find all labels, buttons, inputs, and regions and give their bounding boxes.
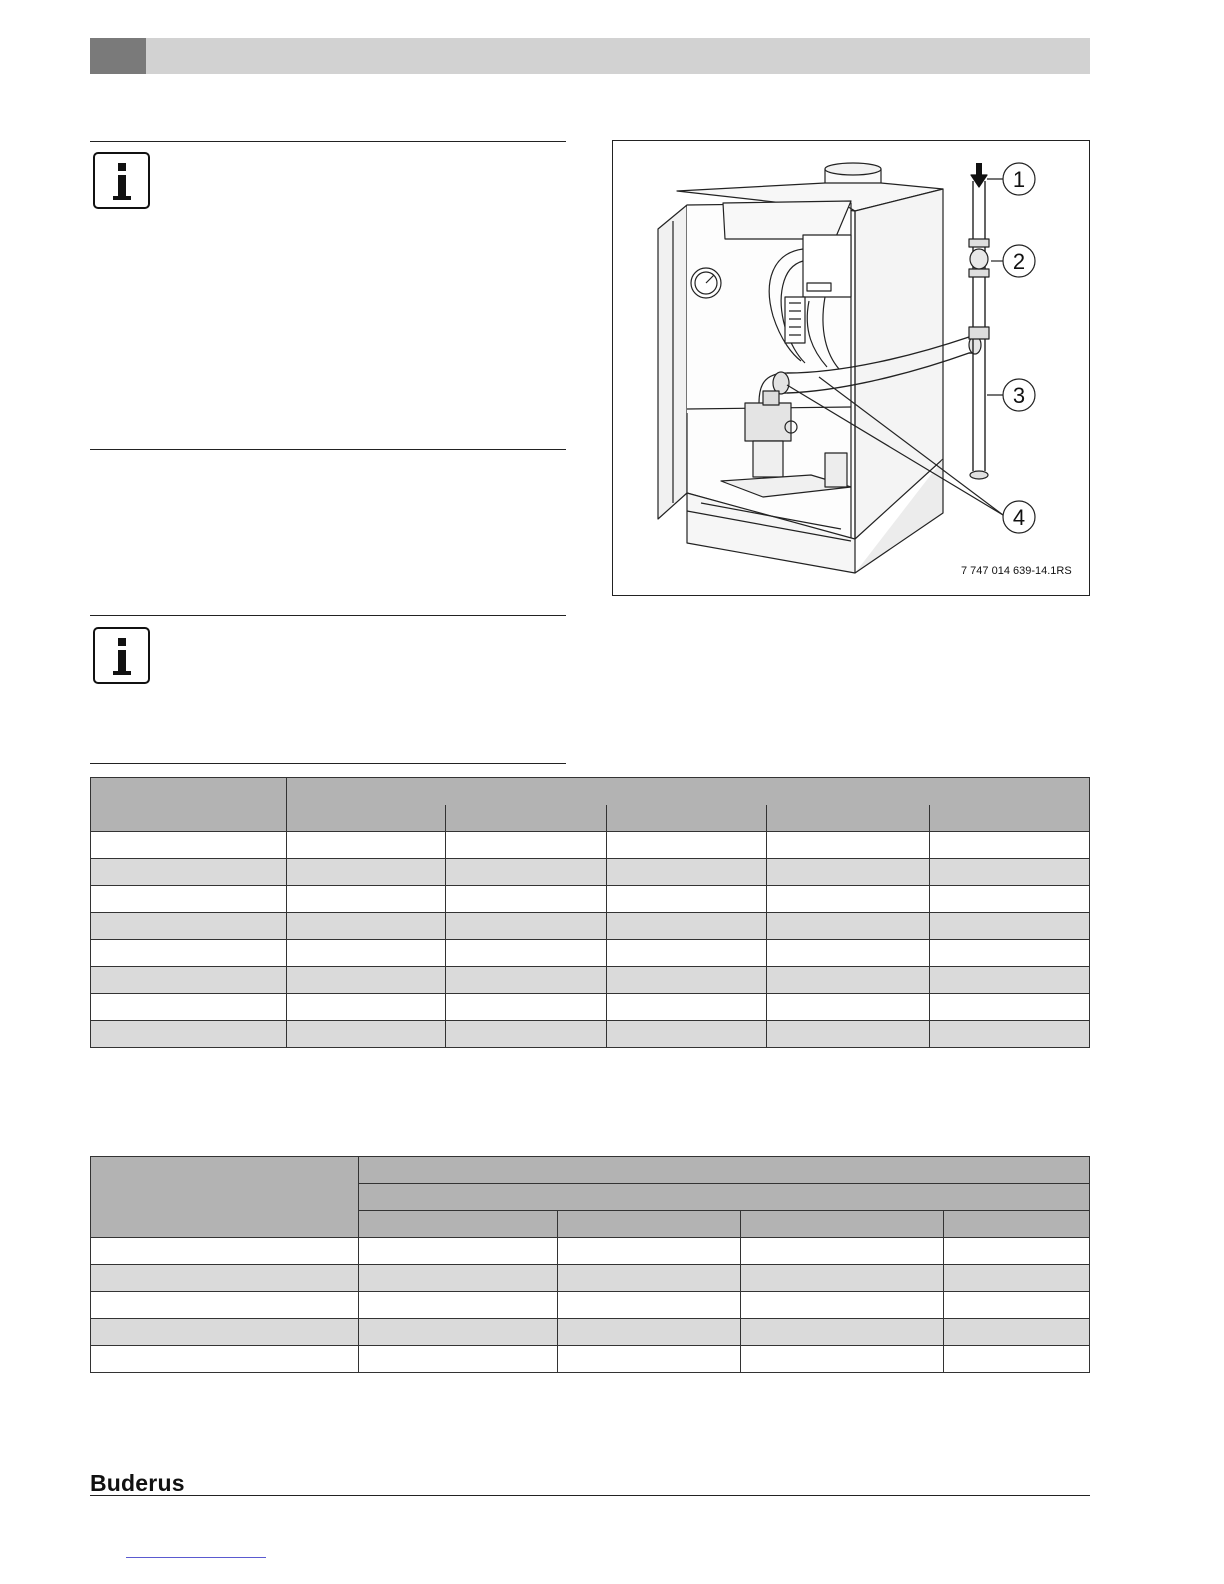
section-rule	[90, 141, 566, 142]
callout-2: 2	[1012, 249, 1026, 274]
table-header-cell	[91, 1157, 359, 1238]
table-row	[91, 1265, 1090, 1292]
info-icon	[93, 627, 150, 684]
table-header-cell	[767, 805, 930, 832]
table-row	[91, 913, 1090, 940]
table-header-cell	[287, 805, 446, 832]
table-row	[91, 832, 1090, 859]
table-header-cell	[944, 1211, 1090, 1238]
callout-4: 4	[1012, 505, 1026, 530]
table-header-cell	[607, 805, 767, 832]
brand-logo: Buderus	[90, 1470, 185, 1496]
table-row	[91, 1021, 1090, 1048]
boiler-illustration	[613, 141, 1089, 595]
table-header-cell	[359, 1157, 1090, 1184]
info-icon	[93, 152, 150, 209]
table-row	[91, 1238, 1090, 1265]
table-1	[90, 777, 1090, 1048]
section-rule	[90, 615, 566, 616]
table-header-cell	[930, 805, 1090, 832]
callout-1: 1	[1012, 167, 1026, 192]
table-header-row	[91, 778, 1090, 805]
table-header-cell	[558, 1211, 741, 1238]
table-2	[90, 1156, 1090, 1373]
table-row	[91, 1319, 1090, 1346]
figure-code: 7 747 014 639-14.1RS	[961, 565, 1072, 577]
table-row	[91, 859, 1090, 886]
table-header-cell	[359, 1184, 1090, 1211]
table-row	[91, 886, 1090, 913]
section-rule	[90, 449, 566, 450]
table-row	[91, 994, 1090, 1021]
table-row	[91, 940, 1090, 967]
table-row	[91, 967, 1090, 994]
callout-3: 3	[1012, 383, 1026, 408]
table-header-cell	[741, 1211, 944, 1238]
section-rule	[90, 763, 566, 764]
table-header-cell	[446, 805, 607, 832]
table-row	[91, 1292, 1090, 1319]
table-header-cell	[91, 778, 287, 832]
page-header-bar	[90, 38, 1090, 74]
boiler-figure	[612, 140, 1090, 596]
table-row	[91, 1346, 1090, 1373]
table-header-cell	[287, 778, 1090, 805]
table-header-row	[91, 1157, 1090, 1184]
chapter-marker	[90, 38, 146, 74]
footer-rule	[90, 1495, 1090, 1496]
footer-link[interactable]	[126, 1557, 266, 1558]
table-header-cell	[359, 1211, 558, 1238]
